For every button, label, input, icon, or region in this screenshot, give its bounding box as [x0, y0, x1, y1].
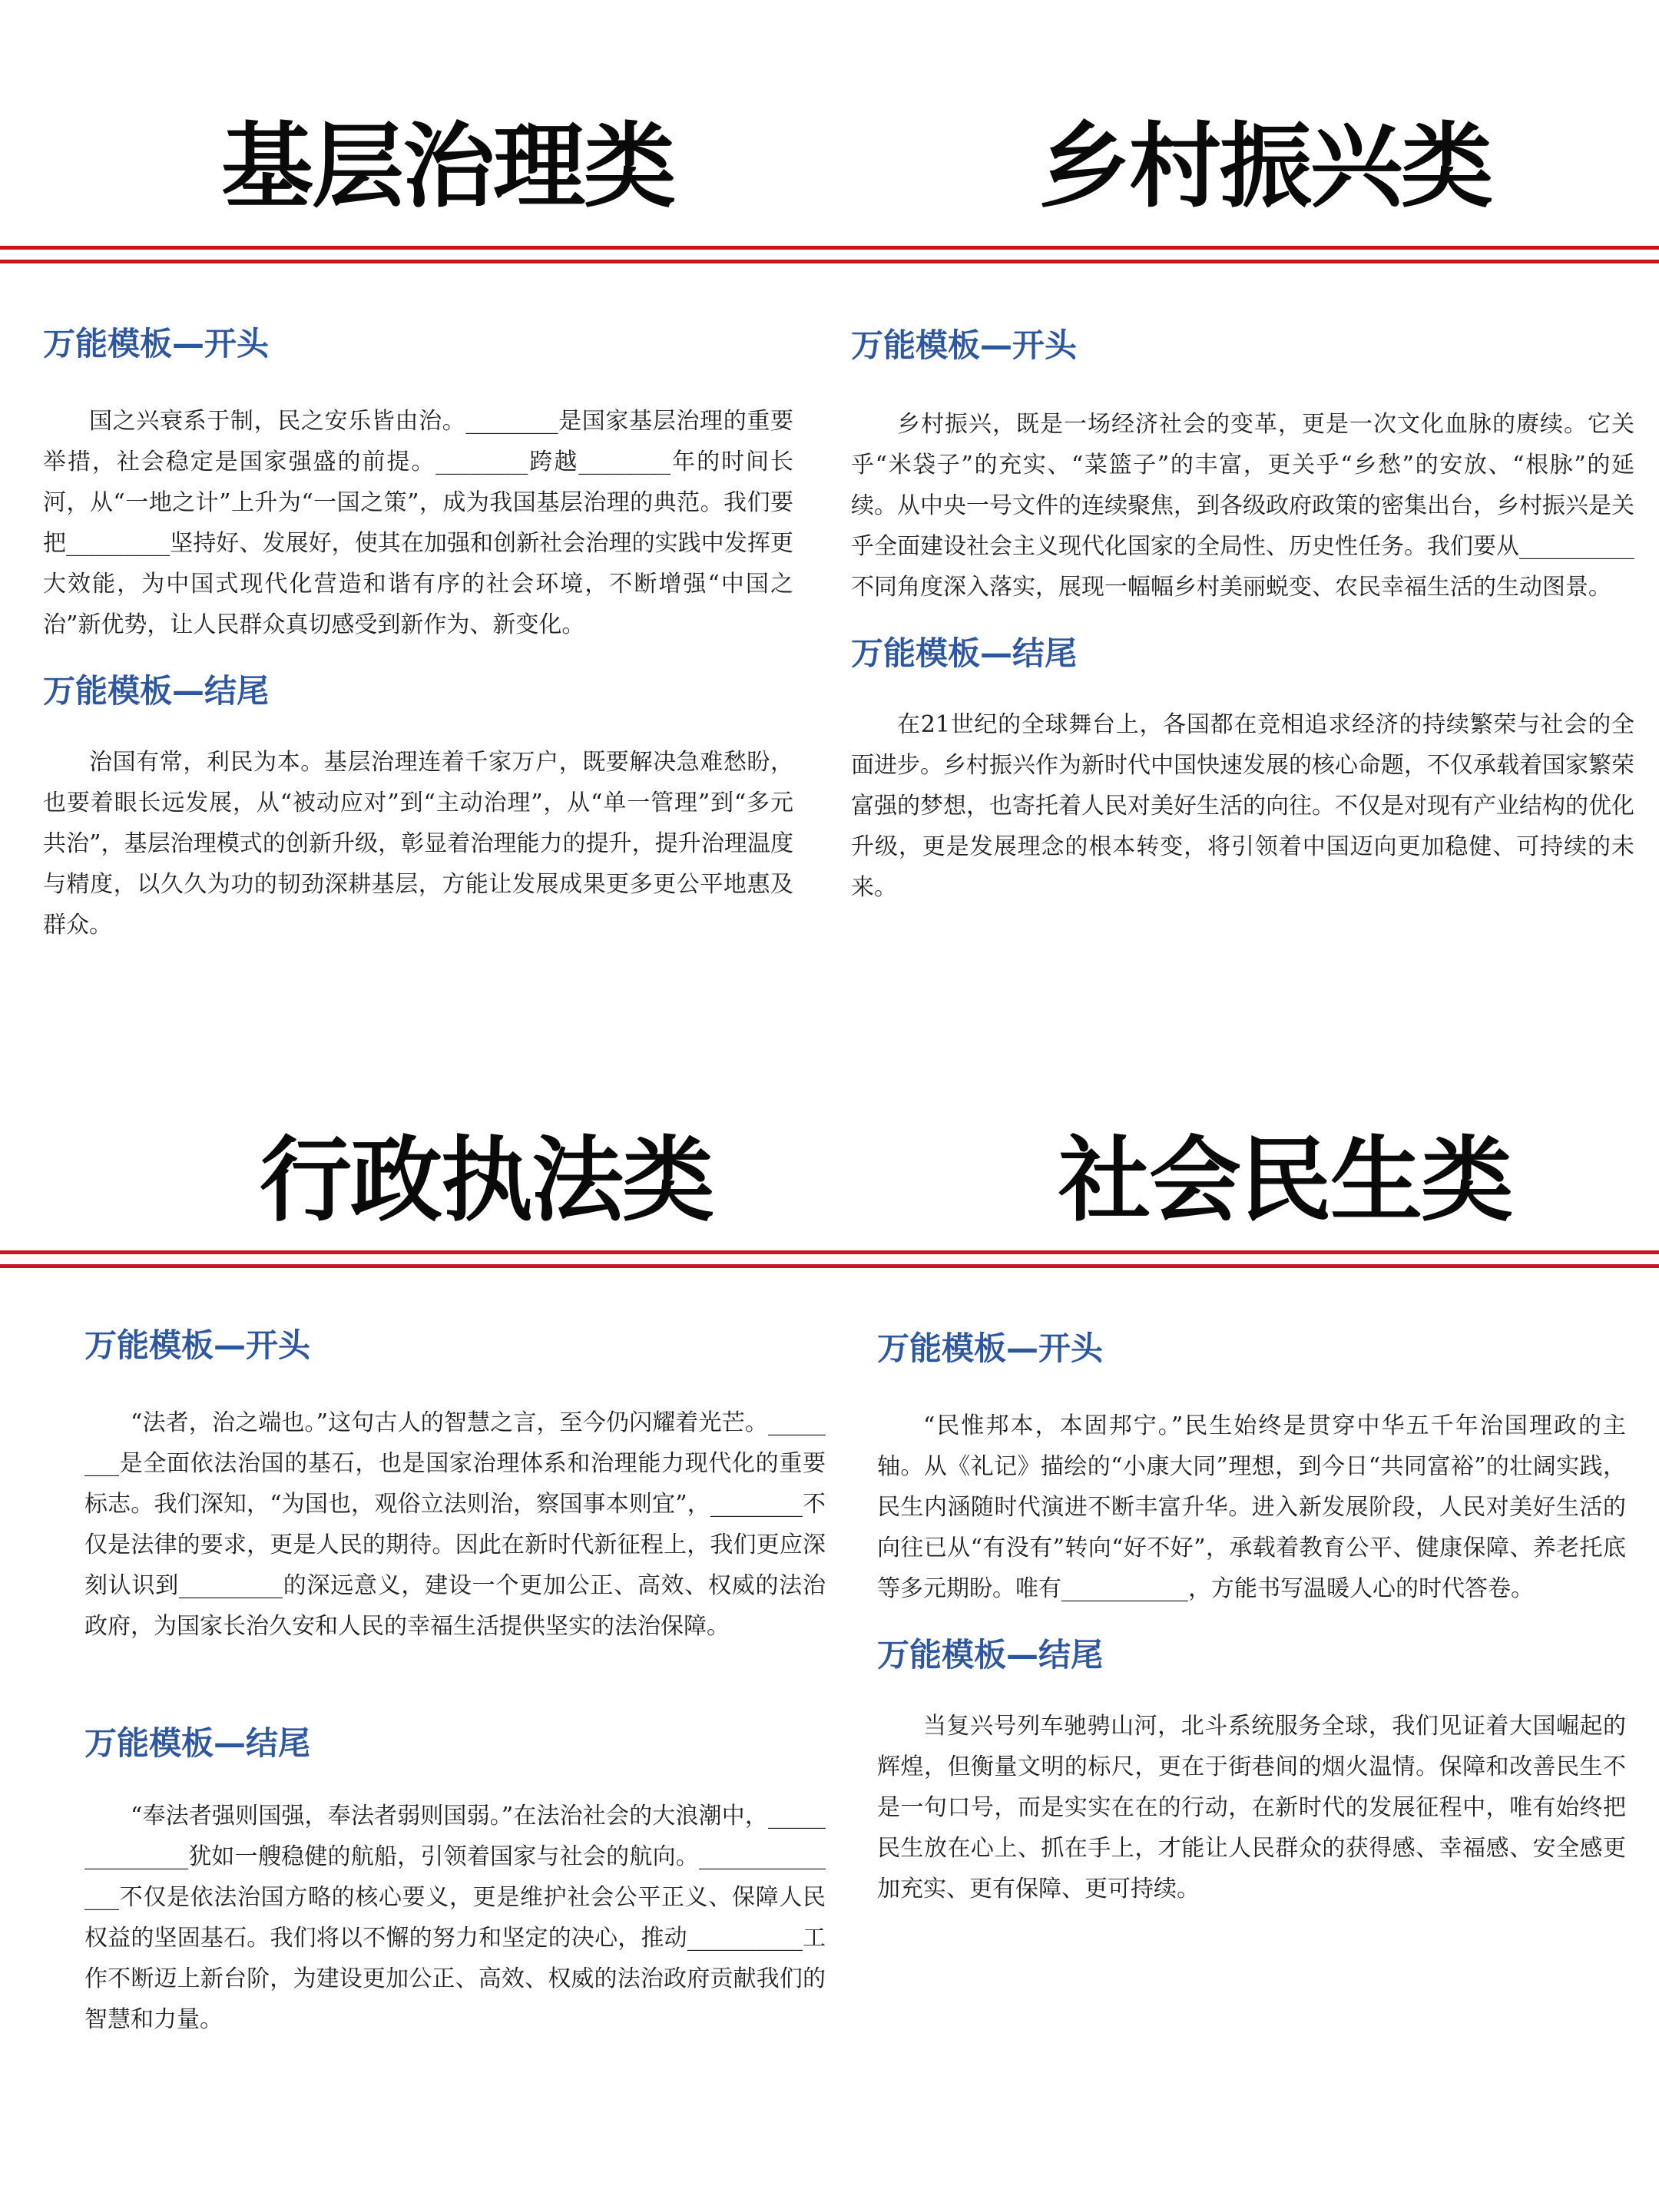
closing-heading: 万能模板—结尾 [43, 672, 270, 710]
title-rural-revitalization: 乡村振兴类 [1038, 114, 1492, 220]
closing-heading: 万能模板—结尾 [877, 1636, 1104, 1674]
opening-heading: 万能模板—开头 [84, 1326, 311, 1364]
red-line [0, 260, 1659, 263]
title-social-livelihood: 社会民生类 [1058, 1128, 1512, 1234]
section-rural-revitalization [851, 323, 1634, 908]
title-grassroots-governance: 基层治理类 [221, 114, 674, 220]
red-line [0, 1264, 1659, 1268]
opening-heading: 万能模板—开头 [851, 326, 1078, 364]
opening-heading: 万能模板—开头 [877, 1330, 1104, 1367]
opening-paragraph: “民惟邦本，本固邦宁。”民生始终是贯穿中华五千年治国理政的主轴。从《礼记》描绘的“小康大同”理想，到今日“共同富裕”的壮阔实践，民生内涵随时代演进不断丰富升华。进入新发展阶段，人民对美好生活的向往已从“有没有”转向“好不好”，承载着教育公平、健康保障、养老托底等多元期盼。唯有___________，方能书写温暖人心的时代答卷。 [877, 1412, 1626, 1602]
opening-paragraph: 国之兴衰系于制，民之安乐皆由治。________是国家基层治理的重要举措，社会稳定是国家强盛的前提。________跨越________年的时间长河，从“一地之计”上升为“一国之策”，成为我国基层治理的典范。我们要把_________坚持好、发展好，使其在加强和创新社会治理的实践中发挥更大效能，为中国式现代化营造和谐有序的社会环境，不断增强“中国之治”新优势，让人民群众真切感受到新作为、新变化。 [43, 408, 793, 638]
red-line [0, 1250, 1659, 1254]
closing-paragraph: “奉法者强则国强，奉法者弱则国弱。”在法治社会的大浪潮中，______________犹如一艘稳健的航船，引领着国家与社会的航向。______________不仅是依法治国方略的核心要义，更是维护社会公平正义、保障人民权益的坚固基石。我们将以不懈的努力和坚定的决心，推动__________工作不断迈上新台阶，为建设更加公正、高效、权威的法治政府贡献我们的智慧和力量。 [84, 1803, 826, 2033]
section-social-livelihood [877, 1326, 1626, 1909]
closing-paragraph: 治国有常，利民为本。基层治理连着千家万户，既要解决急难愁盼，也要着眼长远发展，从“被动应对”到“主动治理”，从“单一管理”到“多元共治”，基层治理模式的创新升级，彰显着治理能力的提升，提升治理温度与精度，以久久为功的韧劲深耕基层，方能让发展成果更多更公平地惠及群众。 [43, 749, 793, 939]
closing-heading: 万能模板—结尾 [851, 634, 1078, 672]
opening-heading: 万能模板—开头 [43, 325, 270, 363]
red-line [0, 246, 1659, 250]
section-grassroots-governance [43, 321, 793, 945]
closing-paragraph: 当复兴号列车驰骋山河，北斗系统服务全球，我们见证着大国崛起的辉煌，但衡量文明的标尺，更在于街巷间的烟火温情。保障和改善民生不是一句口号，而是实实在在的行动，在新时代的发展征程中，唯有始终把民生放在心上、抓在手上，才能让人民群众的获得感、幸福感、安全感更加充实、更有保障、更可持续。 [877, 1713, 1626, 1902]
section-administrative-law-enforcement [84, 1323, 826, 2040]
title-administrative-law-enforcement: 行政执法类 [260, 1128, 713, 1234]
closing-heading: 万能模板—结尾 [84, 1724, 311, 1762]
opening-paragraph: “法者，治之端也。”这句古人的智慧之言，至今仍闪耀着光芒。________是全面依法治国的基石，也是国家治理体系和治理能力现代化的重要标志。我们深知，“为国也，观俗立法则治，察国事本则宜”，________不仅是法律的要求，更是人民的期待。因此在新时代新征程上，我们更应深刻认识到_________的深远意义，建设一个更加公正、高效、权威的法治政府，为国家长治久安和人民的幸福生活提供坚实的法治保障。 [84, 1409, 826, 1640]
closing-paragraph: 在21世纪的全球舞台上，各国都在竞相追求经济的持续繁荣与社会的全面进步。乡村振兴作为新时代中国快速发展的核心命题，不仅承载着国家繁荣富强的梦想，也寄托着人民对美好生活的向往。不仅是对现有产业结构的优化升级，更是发展理念的根本转变，将引领着中国迈向更加稳健、可持续的未来。 [851, 711, 1634, 901]
opening-paragraph: 乡村振兴，既是一场经济社会的变革，更是一次文化血脉的赓续。它关乎“米袋子”的充实、“菜篮子”的丰富，更关乎“乡愁”的安放、“根脉”的延续。从中央一号文件的连续聚焦，到各级政府政策的密集出台，乡村振兴是关乎全面建设社会主义现代化国家的全局性、历史性任务。我们要从__________不同角度深入落实，展现一幅幅乡村美丽蜕变、农民幸福生活的生动图景。 [851, 411, 1634, 601]
